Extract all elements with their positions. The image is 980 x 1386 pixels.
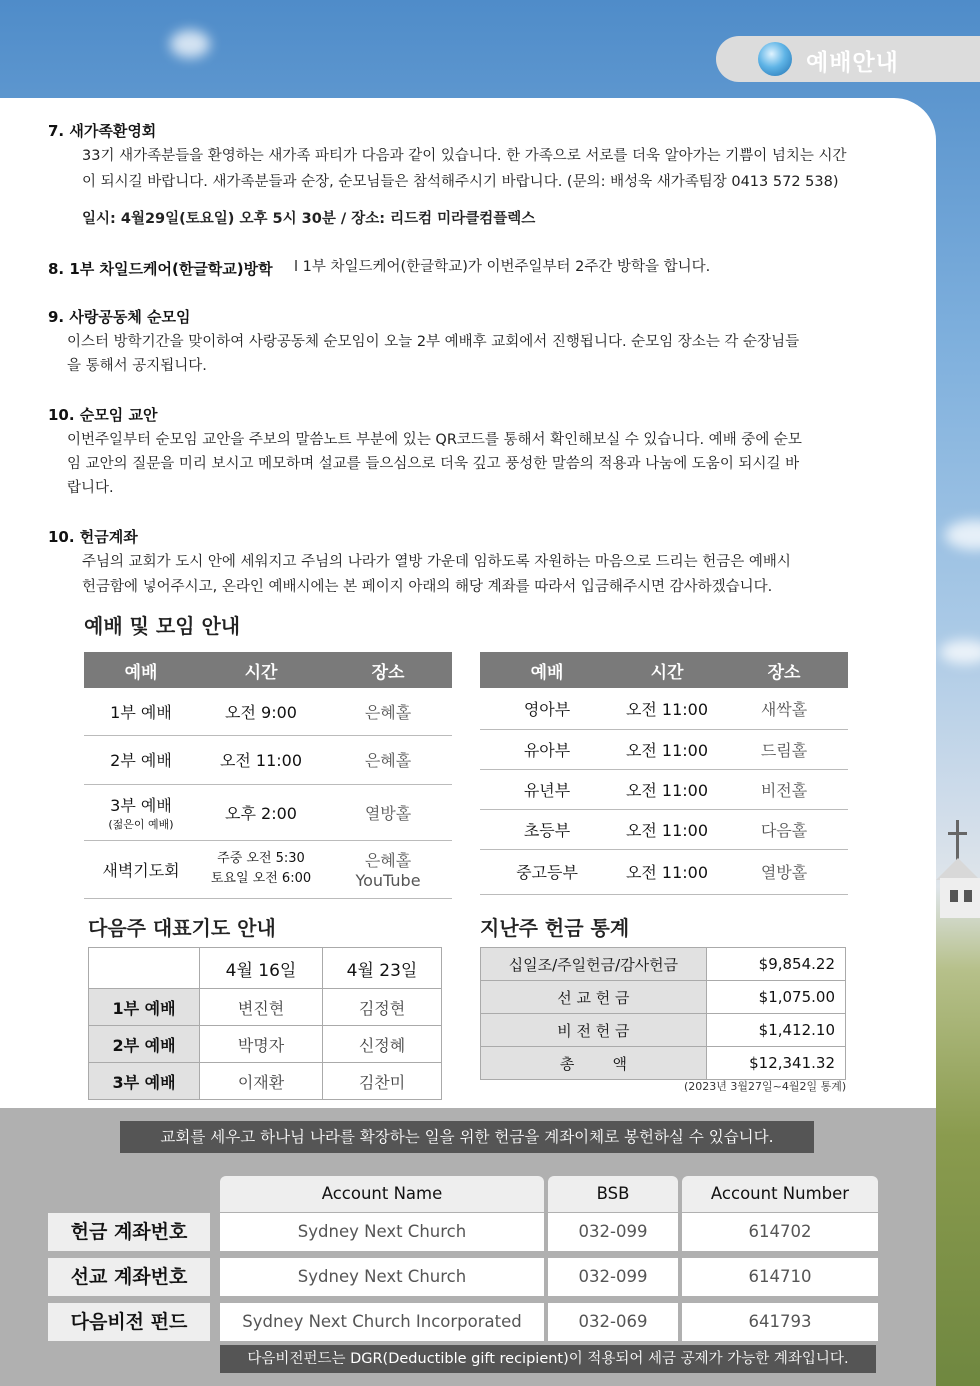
section-heading: 9. 사랑공동체 순모임 — [48, 308, 191, 326]
account-name: Sydney Next Church Incorporated — [220, 1303, 544, 1341]
table-row: 비 전 헌 금 $1,412.10 — [481, 1014, 846, 1047]
paragraph-line: 주님의 교회가 도시 안에 세워지고 주님의 나라가 열방 가운데 임하도록 자원하는 마음으로 드리는 헌금은 예배시 — [82, 554, 791, 570]
section-heading: 7. 새가족환영회 — [48, 122, 157, 140]
header-service: 예배 — [480, 652, 614, 688]
table-row: 총 액 $12,341.32 — [481, 1047, 846, 1080]
account-bsb: 032-069 — [548, 1303, 678, 1341]
account-number: 614702 — [682, 1213, 878, 1251]
table-row: 3부 예배 이재환 김찬미 — [89, 1063, 442, 1100]
account-name: Sydney Next Church — [220, 1213, 544, 1251]
paragraph-line: 헌금함에 넣어주시고, 온라인 예배시에는 본 페이지 아래의 해당 계좌를 따라서 입금해주시면 감사하겠습니다. — [82, 579, 773, 595]
account-number: 641793 — [682, 1303, 878, 1341]
table-row: 1부 예배 오전 9:00 은혜홀 — [84, 688, 452, 735]
paragraph-line: 이번주일부터 순모임 교안을 주보의 말씀노트 부분에 있는 QR코드를 통해서 확인해보실 수 있습니다. 예배 중에 순모 — [67, 432, 802, 448]
table-row: 중고등부 오전 11:00 열방홀 — [480, 849, 848, 894]
paragraph-line: 을 통해서 공지됩니다. — [67, 358, 207, 374]
header-account-number: Account Number — [682, 1176, 878, 1212]
accounts-banner: 교회를 세우고 하나님 나라를 확장하는 일을 위한 헌금을 계좌이체로 봉헌하실 수 있습니다. — [120, 1121, 814, 1153]
table-row: 3부 예배 (젊은이 예배) 오후 2:00 열방홀 — [84, 784, 452, 840]
paragraph-line: 랍니다. — [67, 480, 114, 496]
table-row: 유아부 오전 11:00 드림홀 — [480, 729, 848, 769]
section-heading: 10. 헌금계좌 — [48, 528, 138, 546]
prayer-table — [88, 947, 442, 1100]
table-row: 2부 예배 오전 11:00 은혜홀 — [84, 735, 452, 784]
account-bsb: 032-099 — [548, 1213, 678, 1251]
cloud — [170, 30, 210, 58]
table-row: 1부 예배 변진현 김정현 — [89, 989, 442, 1026]
chapel-image — [936, 820, 980, 920]
header-time: 시간 — [614, 652, 720, 688]
offering-table — [480, 947, 846, 1080]
section-heading: 10. 순모임 교안 — [48, 406, 158, 424]
header-time: 시간 — [198, 652, 324, 688]
account-label: 선교 계좌번호 — [48, 1258, 210, 1296]
section-badge — [716, 36, 980, 82]
account-label: 헌금 계좌번호 — [48, 1213, 210, 1251]
account-name: Sydney Next Church — [220, 1258, 544, 1296]
header-place: 장소 — [720, 652, 848, 688]
table-row: 2부 예배 박명자 신정혜 — [89, 1026, 442, 1063]
header-place: 장소 — [324, 652, 452, 688]
dgr-note: 다음비전펀드는 DGR(Deductible gift recipient)이 적용되어 세금 공제가 가능한 계좌입니다. — [220, 1345, 876, 1373]
account-label: 다음비전 펀드 — [48, 1303, 210, 1341]
table-row: 영아부 오전 11:00 새싹홀 — [480, 688, 848, 729]
header-service: 예배 — [84, 652, 198, 688]
paragraph-line: l 1부 차일드케어(한글학교)가 이번주일부터 2주간 방학을 합니다. — [294, 259, 711, 275]
table-row: 선 교 헌 금 $1,075.00 — [481, 981, 846, 1014]
account-bsb: 032-099 — [548, 1258, 678, 1296]
offering-title: 지난주 헌금 통계 — [480, 916, 630, 940]
table-row: 4월 16일 4월 23일 — [89, 948, 442, 989]
table-row: 십일조/주일헌금/감사헌금 $9,854.22 — [481, 948, 846, 981]
account-number: 614710 — [682, 1258, 878, 1296]
worship-title: 예배 및 모임 안내 — [84, 614, 241, 638]
event-detail: 일시: 4월29일(토요일) 오후 5시 30분 / 장소: 리드컴 미라클컴플렉스 — [82, 211, 536, 227]
worship-table-left — [84, 652, 452, 899]
paragraph-line: 이 되시길 바랍니다. 새가족분들과 순장, 순모님들은 참석해주시기 바랍니다. (문의: 배성욱 새가족팀장 0413 572 538) — [82, 174, 839, 190]
section-heading: 8. 1부 차일드케어(한글학교)방학 — [48, 260, 273, 278]
table-row: 새벽기도회 주중 오전 5:30 토요일 오전 6:00 은혜홀 YouTube — [84, 840, 452, 898]
table-row: 초등부 오전 11:00 다음홀 — [480, 809, 848, 849]
worship-table-right — [480, 652, 848, 895]
globe-icon — [758, 42, 792, 76]
paragraph-line: 임 교안의 질문을 미리 보시고 메모하며 설교를 들으심으로 더욱 깊고 풍성한 말씀의 적용과 나눔에 도움이 되시길 바 — [67, 456, 800, 472]
badge-title: 예배안내 — [806, 50, 899, 76]
header-account-name: Account Name — [220, 1176, 544, 1212]
paragraph-line: 이스터 방학기간을 맞이하여 사랑공동체 순모임이 오늘 2부 예배후 교회에서 진행됩니다. 순모임 장소는 각 순장님들 — [67, 334, 800, 350]
prayer-title: 다음주 대표기도 안내 — [88, 916, 276, 940]
table-row: 유년부 오전 11:00 비전홀 — [480, 769, 848, 809]
header-bsb: BSB — [548, 1176, 678, 1212]
paragraph-line: 33기 새가족분들을 환영하는 새가족 파티가 다음과 같이 있습니다. 한 가족으로 서로를 더욱 알아가는 기쁨이 넘치는 시간 — [82, 148, 847, 164]
offering-note: (2023년 3월27일~4월2일 통계) — [684, 1080, 847, 1093]
